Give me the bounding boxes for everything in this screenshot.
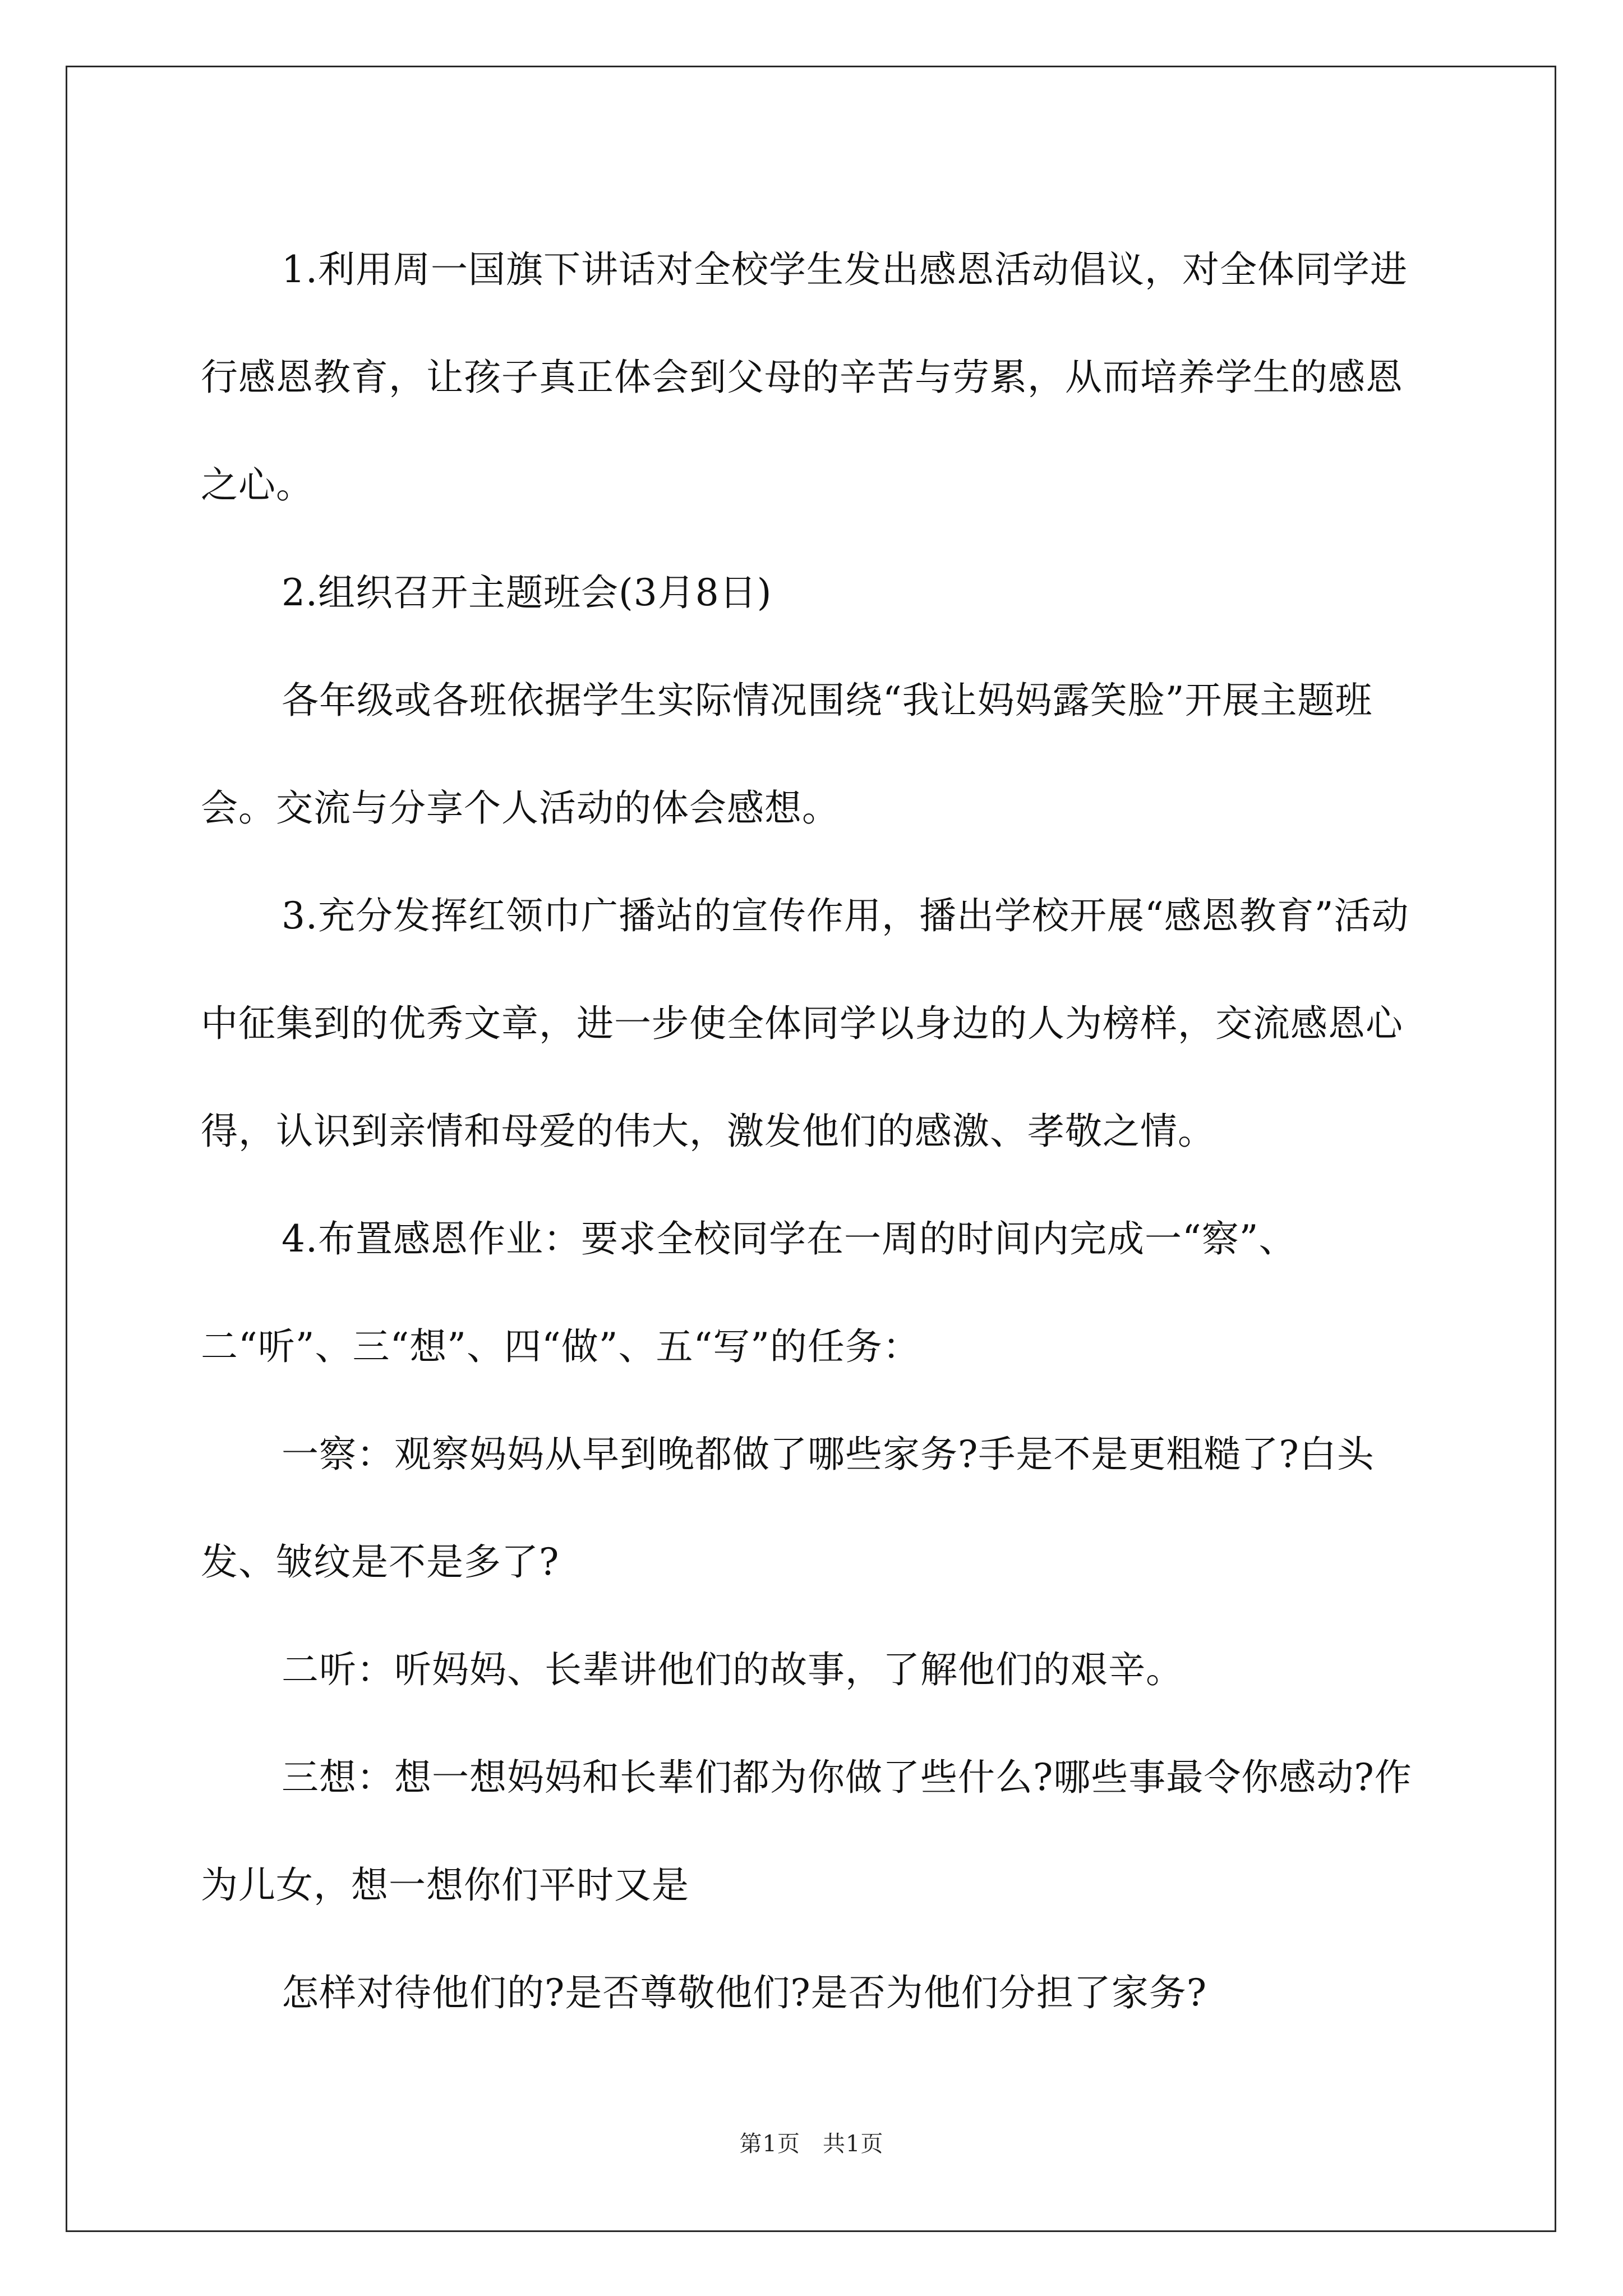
- paragraph-3: 各年级或各班依据学生实际情况围绕“我让妈妈露笑脸”开展主题班会。交流与分享个人活动的体会感想。: [201, 679, 1373, 830]
- page-total: 共1页: [823, 2131, 884, 2157]
- paragraph-8: 三想：想一想妈妈和长辈们都为你做了些什么?哪些事最令你感动?作为儿女，想一想你们平时又是: [201, 1756, 1412, 1907]
- paragraph-9: 怎样对待他们的?是否尊敬他们?是否为他们分担了家务?: [282, 1971, 1207, 2014]
- paragraph-4: 3.充分发挥红领巾广播站的宣传作用，播出学校开展“感恩教育”活动中征集到的优秀文章，进一步使全体同学以身边的人为榜样，交流感恩心得，认识到亲情和母爱的伟大，激发他们的感激、孝敬之情。: [201, 894, 1409, 1153]
- page-number: 第1页: [739, 2131, 800, 2157]
- paragraph-7: 二听：听妈妈、长辈讲他们的故事，了解他们的艰辛。: [282, 1648, 1183, 1691]
- document-body: [201, 216, 1435, 2047]
- page-footer: [0, 2126, 1623, 2158]
- paragraph-2: 2.组织召开主题班会(3月8日): [282, 571, 772, 614]
- paragraph-5: 4.布置感恩作业：要求全校同学在一周的时间内完成一“察”、二“听”、三“想”、四“做”、五“写”的任务：: [201, 1217, 1297, 1368]
- paragraph-1: 1.利用周一国旗下讲话对全校学生发出感恩活动倡议，对全体同学进行感恩教育，让孩子真正体会到父母的辛苦与劳累，从而培养学生的感恩之心。: [201, 248, 1408, 507]
- paragraph-6: 一察：观察妈妈从早到晚都做了哪些家务?手是不是更粗糙了?白头发、皱纹是不是多了?: [201, 1433, 1375, 1584]
